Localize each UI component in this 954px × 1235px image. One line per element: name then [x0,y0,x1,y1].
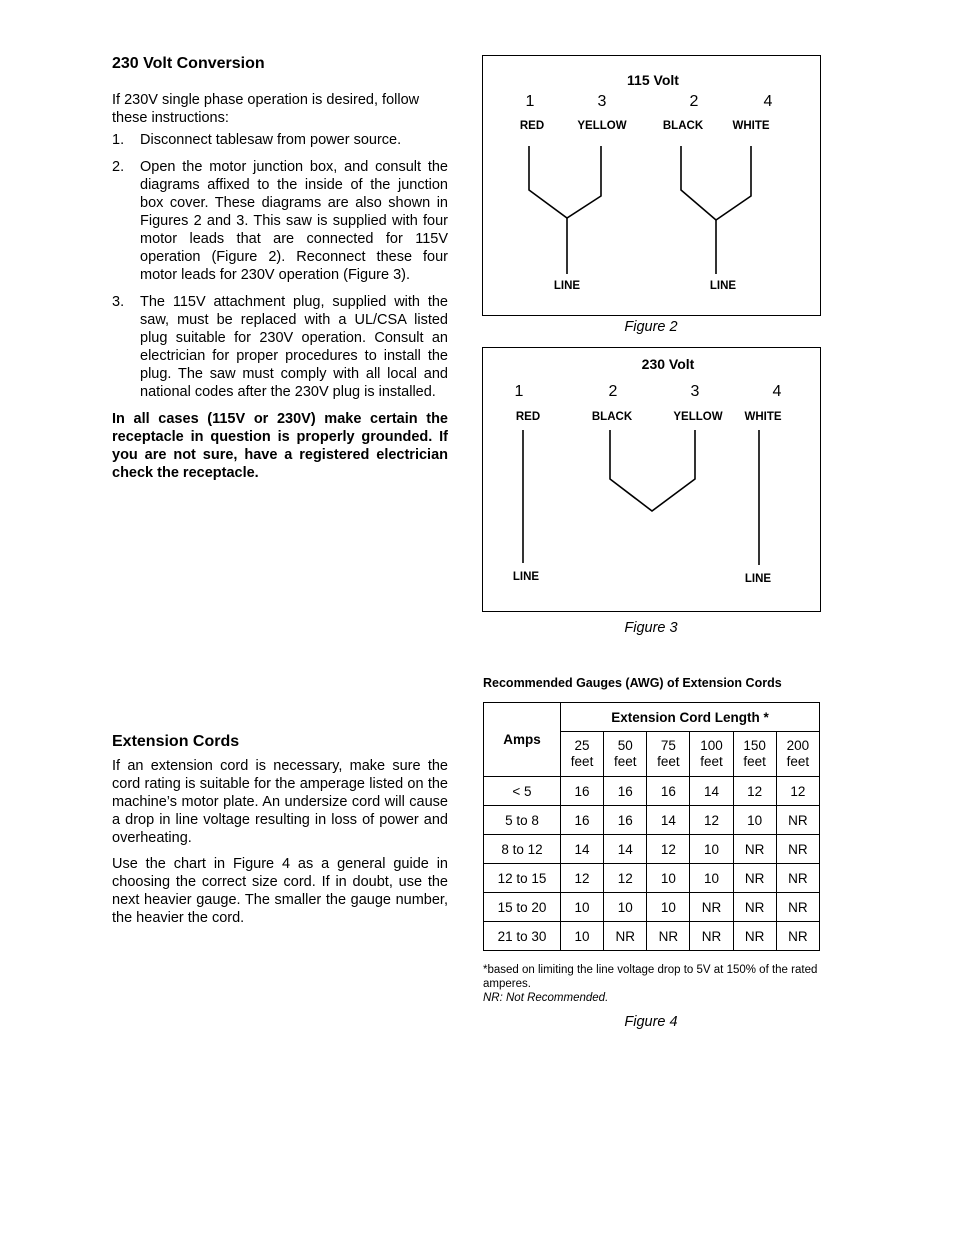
gauge-cell: NR [776,864,819,893]
lead-color-label: BLACK [662,120,704,132]
conversion-intro: If 230V single phase operation is desired, follow these instructions: [112,92,420,126]
figure-3-caption: Figure 3 [624,620,678,636]
footnote-text: *based on limiting the line voltage drop to 5V at 150% of the rated amperes. [483,964,818,990]
gauge-cell: 12 [733,777,776,806]
amps-header: Amps [484,703,561,777]
lead-color-label: RED [519,120,545,132]
amps-cell: 15 to 20 [484,893,561,922]
length-col-header: 75 feet [647,732,690,777]
figure-4-caption: Figure 4 [624,1014,678,1030]
gauge-cell: 16 [647,777,690,806]
step-3-number: 3. [112,294,125,310]
amps-cell: < 5 [484,777,561,806]
gauge-cell: 10 [604,893,647,922]
length-col-header: 200 feet [776,732,819,777]
gauge-cell: NR [690,893,733,922]
lead-number: 2 [608,383,618,400]
gauge-cell: NR [733,893,776,922]
lead-number: 4 [772,383,782,400]
lead-color-label: YELLOW [577,120,627,132]
lead-number: 1 [525,93,535,110]
wiring-115v-svg [483,56,820,315]
figure-2-diagram [482,55,821,316]
gauge-cell: 12 [690,806,733,835]
gauge-cell: 10 [733,806,776,835]
step-2-text: Open the motor junction box, and consult the diagrams affixed to the inside of the junction box cover. These diagrams are also shown in Figures 2 and 3. This saw is supplied with four motor leads that are connected for 115V operation (Figure 2). Reconnect these four motor leads for 230V operation (Figure 3). [140,159,448,283]
gauge-cell: 14 [647,806,690,835]
gauge-cell: 10 [561,893,604,922]
length-col-header: 150 feet [733,732,776,777]
figure-3-title: 230 Volt [641,356,695,372]
gauge-cell: NR [733,922,776,951]
line-label: LINE [553,280,581,292]
gauge-cell: NR [776,893,819,922]
step-1-text: Disconnect tablesaw from power source. [140,132,402,148]
gauge-cell: 14 [604,835,647,864]
step-1-number: 1. [112,132,125,148]
gauge-cell: 10 [647,893,690,922]
table-row [484,777,820,806]
lead-number: 4 [763,93,773,110]
gauge-cell: NR [776,806,819,835]
figure-2-caption: Figure 2 [624,319,678,335]
gauge-cell: 10 [561,922,604,951]
table-title: Recommended Gauges (AWG) of Extension Cords [483,676,782,690]
lead-number: 3 [690,383,700,400]
table-row [484,835,820,864]
table-row [484,864,820,893]
wires-115v [529,146,751,274]
lead-number: 2 [689,93,699,110]
line-label: LINE [744,573,772,585]
length-col-header: 100 feet [690,732,733,777]
gauge-cell: 14 [690,777,733,806]
gauge-cell: NR [733,835,776,864]
gauge-cell: 16 [604,777,647,806]
lead-number: 1 [514,383,524,400]
amps-cell: 21 to 30 [484,922,561,951]
gauge-cell: 12 [561,864,604,893]
gauge-cell: 12 [647,835,690,864]
table-header-row [484,703,820,732]
line-label: LINE [512,571,540,583]
step-2 [112,158,448,284]
length-header: Extension Cord Length * [561,703,820,732]
step-3 [112,293,448,401]
gauge-cell: 16 [561,777,604,806]
lead-color-label: RED [515,411,541,423]
wires-230v [523,430,759,565]
conversion-heading: 230 Volt Conversion [112,55,265,72]
length-col-header: 25 feet [561,732,604,777]
gauge-cell: NR [776,922,819,951]
gauge-cell: 10 [690,864,733,893]
figure-3-diagram [482,347,821,612]
table-footnote [483,963,823,1005]
figure-2-title: 115 Volt [627,72,679,88]
wiring-230v-svg [483,348,820,611]
gauge-cell: 16 [604,806,647,835]
gauge-cell: 12 [776,777,819,806]
lead-number: 3 [597,93,607,110]
lead-color-label: WHITE [732,120,770,132]
step-2-number: 2. [112,159,125,175]
extension-paragraph-1: If an extension cord is necessary, make sure the cord rating is suitable for the amperage listed on the machine’s motor plate. An undersize cord will cause a drop in line voltage resulting in loss of power and overheating. [112,758,448,846]
line-label: LINE [709,280,737,292]
gauge-cell: NR [647,922,690,951]
conversion-steps [112,131,448,401]
extension-cords-section [112,733,448,935]
gauge-cell: 12 [604,864,647,893]
extension-paragraph-2: Use the chart in Figure 4 as a general guide in choosing the correct size cord. If in doubt, use the next heavier gauge. The smaller the gauge number, the heavier the cord. [112,856,448,926]
gauge-cell: NR [733,864,776,893]
gauge-cell: 10 [647,864,690,893]
gauge-cell: NR [604,922,647,951]
nr-note: NR: Not Recommended. [483,992,609,1004]
lead-color-label: WHITE [744,411,782,423]
gauge-cell: 16 [561,806,604,835]
extension-heading: Extension Cords [112,733,240,750]
gauge-cell: NR [690,922,733,951]
lead-color-label: YELLOW [673,411,723,423]
gauge-table [483,702,820,951]
length-col-header: 50 feet [604,732,647,777]
step-1 [112,131,448,149]
amps-cell: 8 to 12 [484,835,561,864]
gauge-cell: 10 [690,835,733,864]
amps-cell: 5 to 8 [484,806,561,835]
step-3-text: The 115V attachment plug, supplied with the saw, must be replaced with a UL/CSA listed plug suitable for 230V operation. Consult an electrician for proper procedures to install the plug. The saw must comply with all local and national codes after the 230V plug is installed. [140,294,448,400]
conversion-section [112,55,448,482]
table-row [484,806,820,835]
lead-color-label: BLACK [591,411,633,423]
gauge-cell: NR [776,835,819,864]
grounding-warning: In all cases (115V or 230V) make certain the receptacle in question is properly grounded. If you are not sure, have a registered electrician check the receptacle. [112,411,448,481]
table-row [484,922,820,951]
gauge-cell: 14 [561,835,604,864]
amps-cell: 12 to 15 [484,864,561,893]
table-row [484,893,820,922]
